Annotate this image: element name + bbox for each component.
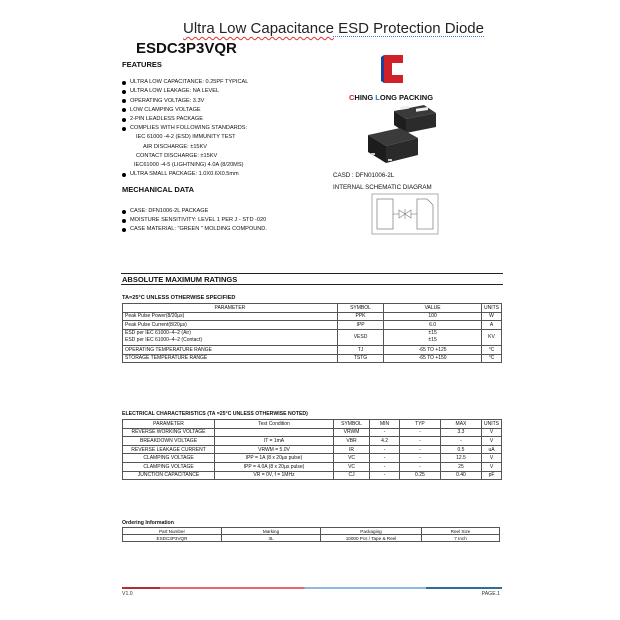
cell: -	[370, 462, 400, 471]
table-row	[123, 462, 502, 471]
col-header: SYMBOL	[337, 304, 383, 313]
mechanical-section	[122, 207, 267, 235]
brand-letter-l: L	[375, 93, 380, 102]
feature-subitem: IEC61000 -4-5 (LIGHTNING) 4.0A (8/20MS)	[134, 162, 244, 169]
footer-line	[122, 587, 502, 589]
cell: -	[440, 437, 481, 446]
cell: °C	[482, 345, 502, 354]
table-row	[123, 428, 502, 437]
ordering-heading: Ordering Information	[122, 520, 174, 526]
cell: VRWM	[333, 428, 369, 437]
abs-max-table	[122, 303, 502, 363]
cell: V	[482, 428, 502, 437]
table-row	[123, 354, 502, 363]
cell: 6.0	[384, 321, 482, 330]
cell: 100	[384, 312, 482, 321]
brand-text: HING	[354, 93, 376, 102]
cell: -	[399, 462, 440, 471]
table-row	[123, 454, 502, 463]
cell: -65 TO +125	[384, 345, 482, 354]
feature-item: ULTRA LOW LEAKAGE: NA LEVEL	[122, 87, 248, 96]
cell: 0.25	[399, 471, 440, 480]
cell: VBR	[333, 437, 369, 446]
features-section	[122, 60, 249, 179]
electrical-table	[122, 419, 502, 480]
cell: V	[482, 462, 502, 471]
cell: VC	[333, 462, 369, 471]
col-header: Reel Size	[422, 528, 500, 535]
footer-page: PAGE.1	[481, 591, 500, 597]
cell: CLAMPING VOLTAGE	[123, 462, 215, 471]
cell: 3L	[222, 535, 321, 542]
mechanical-item: CASE MATERIAL: "GREEN " MOLDING COMPOUND.	[122, 225, 267, 234]
cell: °C	[482, 354, 502, 363]
cell: CJ	[333, 471, 369, 480]
cell: VC	[333, 454, 369, 463]
cell: 0.40	[440, 471, 481, 480]
feature-subitem: IEC 61000 -4-2 (ESD) IMMUNITY TEST	[136, 134, 236, 141]
table-row	[123, 437, 502, 446]
cell-line: ESD per IEC 61000–4–2 (Contact)	[125, 337, 202, 344]
cell: IR	[333, 445, 369, 454]
cell: TJ	[337, 345, 383, 354]
col-header: Test Condition	[215, 420, 334, 429]
cell: ESDC3P3VQR	[123, 535, 222, 542]
cell: REVERSE LEAKAGE CURRENT	[123, 445, 215, 454]
cell: -	[370, 471, 400, 480]
cell: Peak Pulse Current(8/20µs)	[123, 321, 338, 330]
cell: -	[370, 445, 400, 454]
cell: V	[482, 437, 502, 446]
cell: OPERATING TEMPERATURE RANGE	[123, 345, 338, 354]
cell: W	[482, 312, 502, 321]
col-header: SYMBOL	[333, 420, 369, 429]
title-part2: ESD Protection Diode	[333, 20, 484, 37]
cell: -65 TO +150	[384, 354, 482, 363]
footer-version: V1.0	[122, 591, 133, 597]
feature-item: LOW CLAMPING VOLTAGE	[122, 106, 248, 115]
cell: STORAGE TEMPERATURE RANGE	[123, 354, 338, 363]
col-header: Part Number	[123, 528, 222, 535]
col-header: PARAMETER	[123, 420, 215, 429]
table-row	[123, 445, 502, 454]
table-row	[123, 535, 500, 542]
package-case-label: CASD : DFN01006-2L	[333, 172, 395, 179]
cell: REVERSE WORKING VOLTAGE	[123, 428, 215, 437]
col-header: UNITS	[482, 304, 502, 313]
cell: KV	[482, 329, 502, 345]
table-row	[123, 312, 502, 321]
cell: pF	[482, 471, 502, 480]
feature-item: 2-PIN LEADLESS PACKAGE	[122, 115, 248, 124]
table-row	[123, 321, 502, 330]
mechanical-item: CASE: DFN1006-2L PACKAGE	[122, 207, 267, 216]
col-header: VALUE	[384, 304, 482, 313]
cell	[384, 329, 482, 345]
mechanical-item: MOISTURE SENSITIVITY: LEVEL 1 PER J - STD -020	[122, 216, 267, 225]
cell: IT = 1mA	[215, 437, 334, 446]
brand-letter-c: C	[349, 93, 355, 102]
cell: -	[399, 428, 440, 437]
cell: A	[482, 321, 502, 330]
cell: 4.2	[370, 437, 400, 446]
cell: -	[399, 454, 440, 463]
abs-max-heading: ABSOLUTE MAXIMUM RATINGS	[122, 275, 238, 284]
ordering-table	[122, 527, 500, 542]
internal-schematic-diagram	[371, 193, 439, 235]
col-header: Packaging	[321, 528, 422, 535]
document-title	[183, 20, 484, 37]
cell	[215, 428, 334, 437]
brand-text: ONG PACKING	[379, 93, 434, 102]
cell: 0.5	[440, 445, 481, 454]
cell: JUNCTION CAPACITANCE	[123, 471, 215, 480]
feature-item: ULTRA SMALL PACKAGE: 1.0X0.6X0.5mm	[122, 170, 248, 179]
cell: -	[399, 445, 440, 454]
cell: IPP	[337, 321, 383, 330]
package-chip-image	[364, 103, 444, 167]
cell: -	[370, 428, 400, 437]
cell-line: ESD per IEC 61000–4–2 (Air)	[125, 329, 191, 336]
feature-item: ULTRA LOW CAPACITANCE: 0.25PF TYPICAL	[122, 78, 248, 87]
cell: -	[399, 437, 440, 446]
cell: uA	[482, 445, 502, 454]
cell-line: ±15	[428, 329, 437, 336]
cell: CLAMPING VOLTAGE	[123, 454, 215, 463]
features-heading: FEATURES	[122, 60, 162, 69]
feature-subitem: CONTACT DISCHARGE: ±15KV	[136, 152, 218, 159]
title-part1: Ultra Low Capacitance	[183, 20, 334, 37]
feature-item: OPERATING VOLTAGE: 3.3V	[122, 97, 248, 106]
col-header: MAX	[440, 420, 481, 429]
cell: 12.5	[440, 454, 481, 463]
table-row	[123, 329, 502, 345]
abs-max-condition: TA=25°C UNLESS OTHERWISE SPECIFIED	[122, 295, 236, 301]
col-header: MIN	[370, 420, 400, 429]
mechanical-heading: MECHANICAL DATA	[122, 185, 195, 194]
cell: PPK	[337, 312, 383, 321]
electrical-heading: ELECTRICAL CHARACTERISTICS (TA =25°C UNLESS OTHERWISE NOTED)	[122, 411, 308, 417]
cell-line: ±15	[428, 337, 437, 344]
cell: VRWM = 5.0V	[215, 445, 334, 454]
cell: 7 Inch	[422, 535, 500, 542]
schematic-label: INTERNAL SCHEMATIC DIAGRAM	[333, 184, 432, 191]
brand-name	[349, 93, 433, 102]
cell: VR = 0V, f = 1MHz	[215, 471, 334, 480]
col-header: Marking	[222, 528, 321, 535]
col-header: PARAMETER	[123, 304, 338, 313]
company-logo-icon	[378, 54, 404, 84]
cell: 25	[440, 462, 481, 471]
cell: TSTG	[337, 354, 383, 363]
cell: 3.3	[440, 428, 481, 437]
part-number: ESDC3P3VQR	[136, 40, 237, 57]
table-row	[123, 345, 502, 354]
cell: 10000 Pcs / Tape & Reel	[321, 535, 422, 542]
col-header: UNITS	[482, 420, 502, 429]
cell: IPP = 4.0A (8 x 20µs pulse)	[215, 462, 334, 471]
cell: IPP = 1A (8 x 20µs pulse)	[215, 454, 334, 463]
cell: V	[482, 454, 502, 463]
cell	[123, 329, 338, 345]
col-header: TYP	[399, 420, 440, 429]
cell: VESD	[337, 329, 383, 345]
feature-subitem: AIR DISCHARGE: ±15KV	[143, 143, 207, 150]
table-row	[123, 471, 502, 480]
cell: BREAKDOWN VOLTAGE	[123, 437, 215, 446]
cell: -	[370, 454, 400, 463]
cell: Peak Pulse Power(8/20µs)	[123, 312, 338, 321]
feature-item: COMPLIES WITH FOLLOWING STANDARDS:	[122, 124, 248, 133]
